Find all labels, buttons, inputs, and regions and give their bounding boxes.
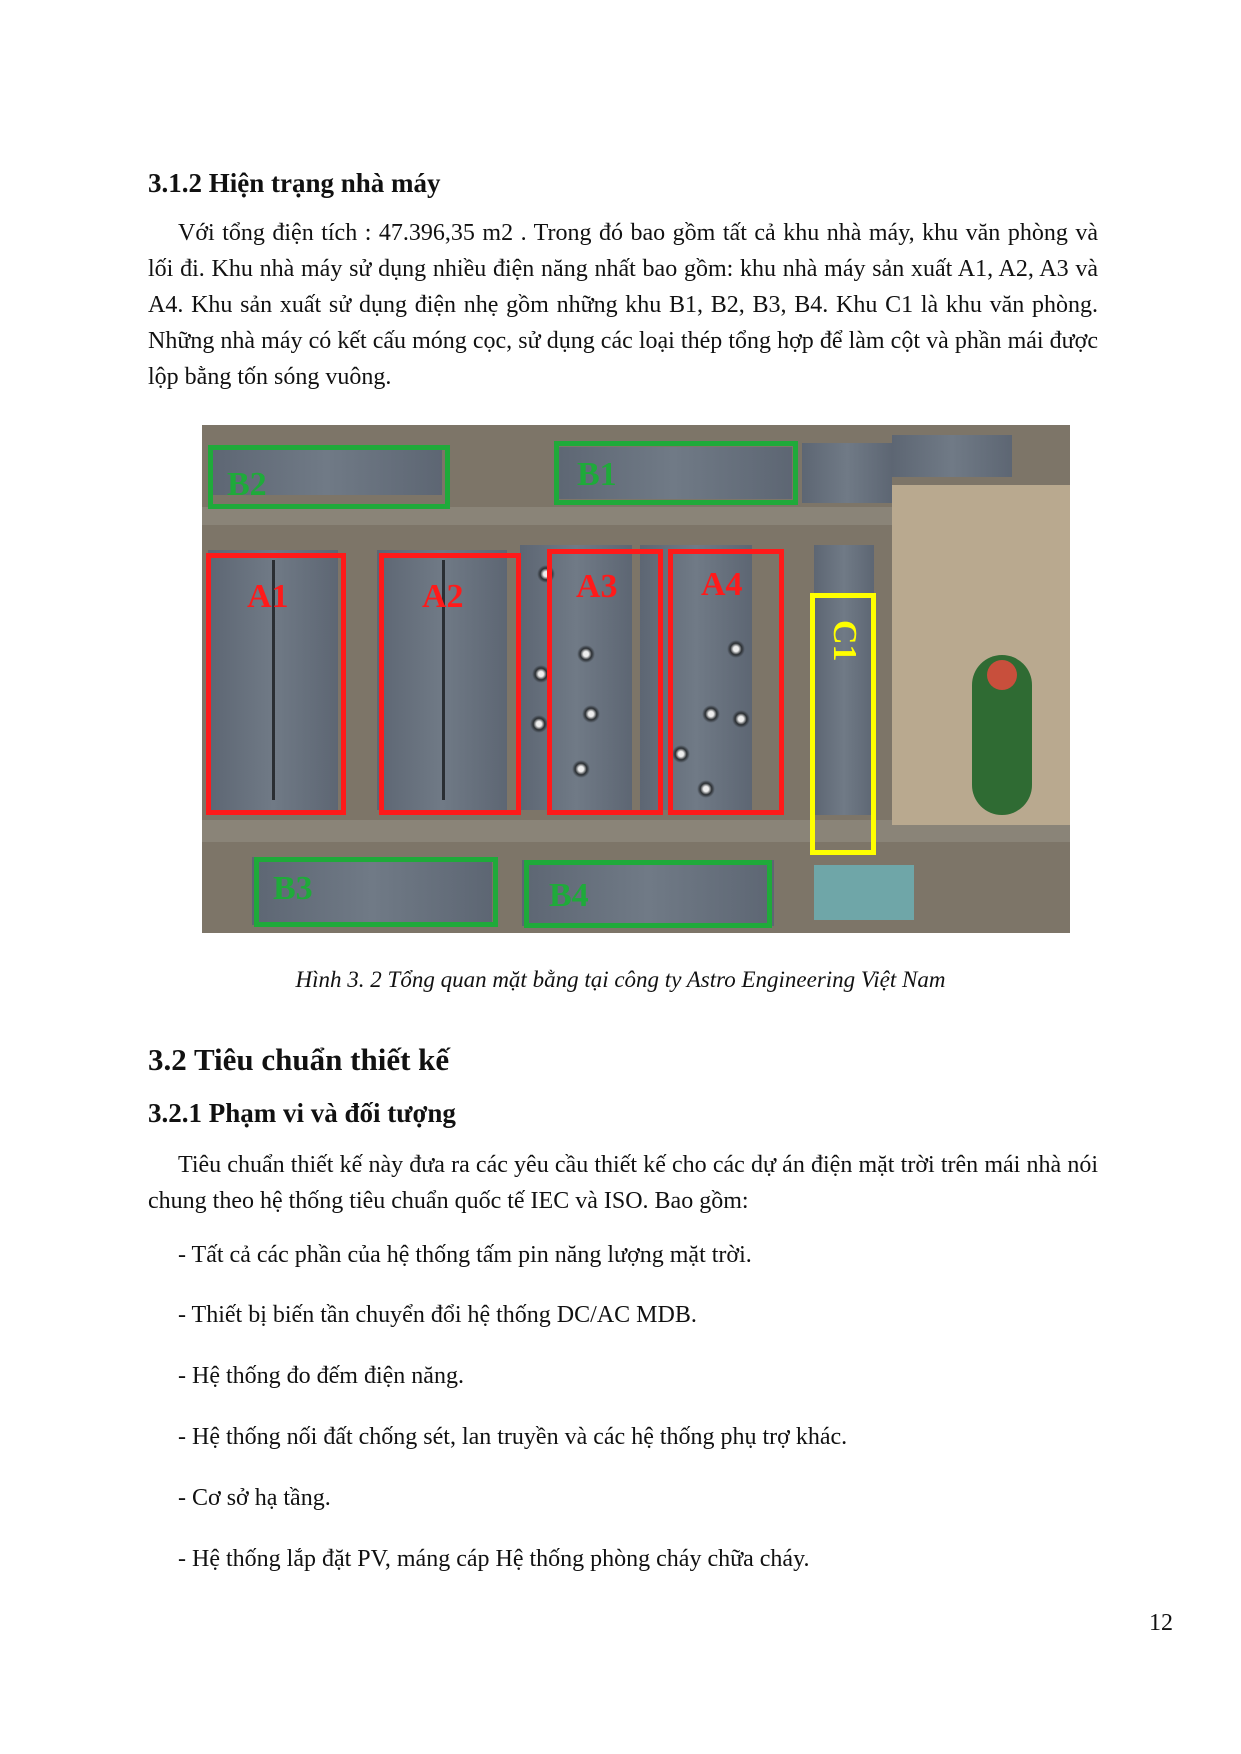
tennis-court <box>814 865 914 920</box>
list-item: - Cơ sở hạ tầng. <box>178 1485 331 1511</box>
zone-label-b3: B3 <box>273 870 313 907</box>
list-item: - Hệ thống lắp đặt PV, máng cáp Hệ thống phòng cháy chữa cháy. <box>178 1546 810 1572</box>
zone-a3 <box>547 549 663 815</box>
zone-label-c1: C1 <box>826 620 863 662</box>
list-item: - Tất cả các phần của hệ thống tấm pin năng lượng mặt trời. <box>178 1242 752 1268</box>
zone-label-a4: A4 <box>701 566 743 603</box>
paragraph-first-line: Với tổng điện tích : 47.396,35 m2 . Trong đó bao gồm tất cả khu nhà máy, khu văn <box>178 220 1001 246</box>
section-heading-3-1-2: 3.1.2 Hiện trạng nhà máy <box>148 168 441 198</box>
zone-label-a3: A3 <box>576 568 618 605</box>
zone-label-b4: B4 <box>549 877 589 914</box>
section-paragraph <box>148 215 1098 395</box>
zone-a1 <box>206 553 346 815</box>
scope-paragraph <box>148 1147 1098 1219</box>
list-item: - Thiết bị biến tần chuyển đổi hệ thống DC/AC MDB. <box>178 1302 697 1328</box>
zone-b2 <box>208 445 450 509</box>
section-heading-3-2-1: 3.2.1 Phạm vi và đối tượng <box>148 1098 456 1128</box>
list-item: - Hệ thống đo đếm điện năng. <box>178 1363 464 1389</box>
scope-paragraph-text: Tiêu chuẩn thiết kế này đưa ra các yêu cầu thiết kế cho các dự án điện mặt trời trên mái nhà nói chung theo hệ thống tiêu chuẩn quốc tế IEC và ISO. Bao gồm: <box>148 1152 1098 1214</box>
zone-label-a2: A2 <box>422 578 464 615</box>
paragraph-rest: phòng và lối đi. Khu nhà máy sử dụng nhiều điện năng nhất bao gồm: khu nhà máy sản xuất A1, A2, A3 và A4. Khu sản xuất sử dụng điện nhẹ gồm những khu B1, B2, B3, B4. Khu C1 là khu văn phòng. Những nhà máy có kết cấu móng cọc, sử dụng các loại thép tổng hợp để làm cột và phần mái được lộp bằng tốn sóng vuông. <box>148 220 1098 390</box>
figure-caption: Hình 3. 2 Tổng quan mặt bằng tại công ty Astro Engineering Việt Nam <box>295 967 946 992</box>
zone-b3 <box>254 857 498 927</box>
zone-label-b1: B1 <box>577 456 617 493</box>
zone-label-b2: B2 <box>227 466 267 503</box>
zone-a4 <box>668 549 784 815</box>
zone-b1 <box>554 441 798 505</box>
zone-a2 <box>379 553 521 815</box>
zone-c1 <box>810 593 876 855</box>
section-heading-3-2: 3.2 Tiêu chuẩn thiết kế <box>148 1042 450 1077</box>
page-number: 12 <box>1149 1610 1173 1636</box>
factory-aerial-map <box>202 425 1070 933</box>
zone-label-a1: A1 <box>247 578 289 615</box>
list-item: - Hệ thống nối đất chống sét, lan truyền và các hệ thống phụ trợ khác. <box>178 1424 848 1450</box>
zone-b4 <box>524 860 772 928</box>
